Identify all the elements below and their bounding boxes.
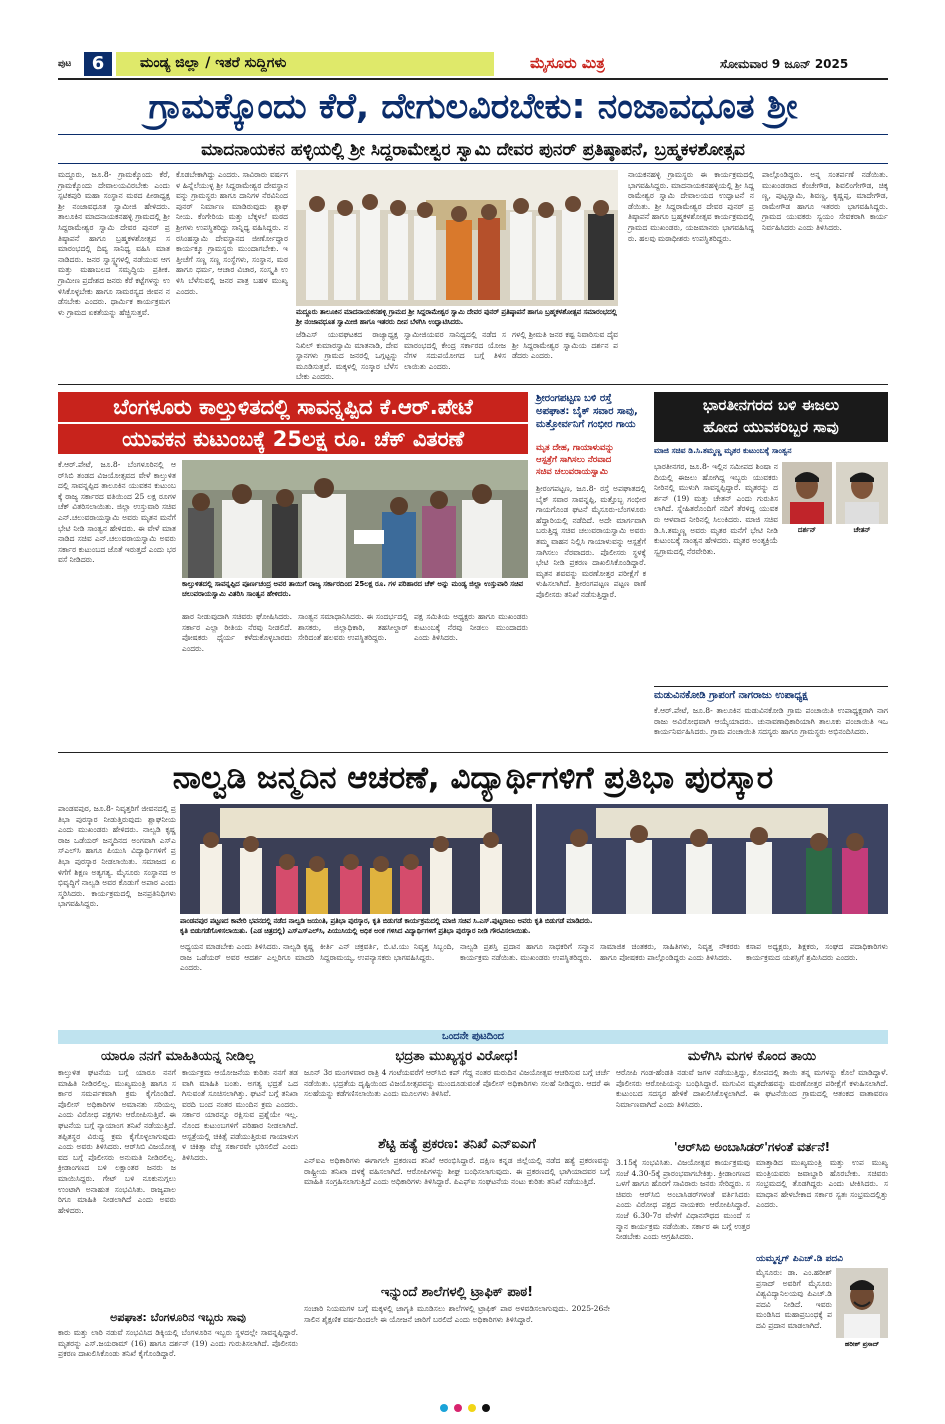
story2-photo-image — [182, 460, 528, 578]
story5-col-b2: ಕೀರ್ತಿ ಎನ್ ಚಕ್ರವರ್ತಿ, ಬಿ.ಟಿ.ಯು ನಿವೃತ್ತ ಸಿಬ್ಬಂದಿ, ಸಿದ್ದರಾಮಯ್ಯ, ಉಪನ್ಯಾಸಕರು ಭಾಗವಹಿಸಿದ್ದರು. — [320, 942, 457, 962]
story5-photo-left — [180, 804, 532, 914]
portrait-2-image — [836, 462, 888, 524]
lead-col-right-1: ನಾಯಕನಹಳ್ಳಿ ಗ್ರಾಮಸ್ಥರು ಈ ಕಾರ್ಯಕ್ರಮದಲ್ಲಿ ಭಾಗವಹಿಸಿದ್ದರು. ಮಾದನಾಯಕನಹಳ್ಳಿಯಲ್ಲಿ ಶ್ರೀ ಸಿದ್ದರಾಮೇಶ್ವರ ಸ್ವಾಮಿ ದೇವಾಲಯದ ಉದ್ಘಾಟನೆ ನಡೆಯಿತು. ಶ್ರೀ ಸಿದ್ದರಾಮೇಶ್ವರ ದೇವರ ಪುನರ್ ಪ್ರತಿಷ್ಠಾಪನೆ ಹಾಗೂ ಬ್ರಹ್ಮಕಳಶೋತ್ಸವ ಕಾರ್ಯಕ್ರಮದಲ್ಲಿ ಗ್ರಾಮದ ಮುಖಂಡರು, ಯಜಮಾನರು ಭಾಗವಹಿಸಿದ್ದರು. ಹಲವು ಮಠಾಧೀಶರು ಉಪಸ್ಥಿತರಿದ್ದರು. — [628, 170, 757, 243]
story4-divider — [654, 686, 888, 687]
lead-col-below-3: ಗಳಲ್ಲಿ ಶ್ರೀಮತಿ ಜನರ ಕಷ್ಟ ನಿವಾರಿಸುವ ದೈವ ಶ್ರೀ ಸಿದ್ದರಾಮೇಶ್ವರ ಸ್ವಾಮಿಯ ದರ್ಶನ ಪಡೆದರು ಎಂದರು. — [512, 330, 621, 361]
story2-col-b3: ಪಕ್ಷ ಸಮಿತಿಯ ಅಧ್ಯಕ್ಷರು ಹಾಗೂ ಮುಖಂಡರು ಕುಟುಂಬಕ್ಕೆ ನೆರವು ನೀಡಲು ಮುಂದಾದರು ಎಂದು ತಿಳಿಸಿದರು. — [414, 612, 531, 643]
story2-headline-2: ಯುವಕನ ಕುಟುಂಬಕ್ಕೆ 25ಲಕ್ಷ ರೂ. ಚೆಕ್ ವಿತರಣೆ — [58, 424, 528, 454]
story3-subhead-2: ಆಸ್ಪತ್ರೆಗೆ ಸಾಗಿಸಲು ನೆರವಾದ — [536, 455, 612, 465]
cont-s2-body: ಕಾರು ಮತ್ತು ಲಾರಿ ನಡುವೆ ಸಂಭವಿಸಿದ ಡಿಕ್ಕಿಯಲ್ಲಿ ಬೆಂಗಳೂರಿನ ಇಬ್ಬರು ಸ್ಥಳದಲ್ಲೇ ಸಾವನ್ನಪ್ಪಿದ್ದಾರೆ. ಮೃತರನ್ನು ಎಸ್.ಜಯರಾಮ್ (16) ಹಾಗೂ ದರ್ಶನ್ (19) ಎಂದು ಗುರುತಿಸಲಾಗಿದೆ. ಪೊಲೀಸರು ಪ್ರಕರಣ ದಾಖಲಿಸಿಕೊಂಡು ತನಿಖೆ ಕೈಗೊಂಡಿದ್ದಾರೆ. — [58, 1328, 301, 1359]
page-number — [84, 52, 112, 76]
story2-photo-caption: ಕಾಲ್ತುಳಿತದಲ್ಲಿ ಸಾವನ್ನಪ್ಪಿದ ಪೂರ್ಣಚಂದ್ರ ಅವರ ತಾಯಿಗೆ ರಾಜ್ಯ ಸರ್ಕಾರದಿಂದ 25ಲಕ್ಷ ರೂ. ಗಳ ಪರಿಹಾರದ ಚೆಕ್ ಅನ್ನು ಮಂಡ್ಯ ಜಿಲ್ಲಾ ಉಸ್ತುವಾರಿ ಸಚಿವ ಚಲುವರಾಯಸ್ವಾಮಿ ವಿತರಿಸಿ ಸಾಂತ್ವನ ಹೇಳಿದರು. — [182, 580, 524, 598]
masthead — [58, 52, 888, 76]
cont-s2-headline: ಅಪಘಾತ: ಬೆಂಗಳೂರಿನ ಇಬ್ಬರು ಸಾವು — [110, 1311, 246, 1324]
story2-col-b1: ಹಾರ ನೀಡುವುದಾಗಿ ಸಚಿವರು ಘೋಷಿಸಿದರು. ಸರ್ಕಾರ ಎಲ್ಲಾ ರೀತಿಯ ನೆರವು ನೀಡಲಿದೆ. ಪೋಷಕರು ಧೈರ್ಯ ಕಳೆದುಕೊಳ್ಳಬಾರದು ಎಂದರು. — [182, 612, 295, 653]
page-label: ಪುಟ — [58, 59, 72, 69]
story2-bottom-rule — [58, 752, 888, 753]
story4-portrait-1 — [782, 462, 832, 524]
lead-col-right-2: ಪಾಲ್ಗೊಂಡಿದ್ದರು. ಅನ್ನ ಸಂತರ್ಪಣೆ ನಡೆಯಿತು. ಮುಖಂಡರಾದ ಕೆಂಚೇಗೌಡ, ಶಿವಲಿಂಗೇಗೌಡ, ಚಿಕ್ಕಣ್ಣ, ಪುಟ್ಟಸ್ವಾಮಿ, ಶಿವಣ್ಣ, ಕೃಷ್ಣಪ್ಪ, ಮಾದೇಗೌಡ, ರಾಮೇಗೌಡ ಹಾಗೂ ಇತರರು ಭಾಗವಹಿಸಿದ್ದರು. ಗ್ರಾಮದ ಯುವಕರು ಸ್ವಯಂ ಸೇವಕರಾಗಿ ಕಾರ್ಯನಿರ್ವಹಿಸಿದರು ಎಂದು ತಿಳಿಸಿದರು. — [762, 170, 891, 232]
cont-s1-headline: ಯಾರೂ ನನಗೆ ಮಾಹಿತಿಯನ್ನ ನೀಡಿಲ್ಲ — [100, 1049, 256, 1064]
lead-subhead: ಮಾದನಾಯಕನ ಹಳ್ಳಿಯಲ್ಲಿ ಶ್ರೀ ಸಿದ್ದರಾಮೇಶ್ವರ ಸ್ವಾಮಿ ದೇವರ ಪುನರ್ ಪ್ರತಿಷ್ಠಾಪನೆ, ಬ್ರಹ್ಮಕಳಶೋತ್ಸವ — [201, 140, 745, 160]
story3-subhead-3: ಸಚಿವ ಚಲುವರಾಯಸ್ವಾಮಿ — [536, 467, 608, 477]
story3-headline-1: ಶ್ರೀರಂಗಪಟ್ಟಣ ಬಳಿ ರಸ್ತೆ — [536, 393, 612, 404]
story2-col-1: ಕೆ.ಆರ್.ಪೇಟೆ, ಜೂ.8- ಬೆಂಗಳೂರಿನಲ್ಲಿ ಆರ್‌ಸಿಬಿ ತಂಡದ ವಿಜಯೋತ್ಸವದ ವೇಳೆ ಕಾಲ್ತುಳಿತದಲ್ಲಿ ಸಾವನ್ನಪ್ಪಿದ ತಾಲೂಕಿನ ಯುವಕನ ಕುಟುಂಬಕ್ಕೆ ರಾಜ್ಯ ಸರ್ಕಾರದ ವತಿಯಿಂದ 25 ಲಕ್ಷ ರೂಗಳ ಚೆಕ್ ವಿತರಿಸಲಾಯಿತು. ಜಿಲ್ಲಾ ಉಸ್ತುವಾರಿ ಸಚಿವ ಎನ್.ಚಲುವರಾಯಸ್ವಾಮಿ ಅವರು ಮೃತನ ಮನೆಗೆ ಭೇಟಿ ನೀಡಿ ಸಾಂತ್ವನ ಹೇಳಿದರು. ಈ ವೇಳೆ ಮಾತನಾಡಿದ ಸಚಿವ ಎನ್.ಚಲುವರಾಯಸ್ವಾಮಿ ಅವರು ಸರ್ಕಾರ ಕುಟುಂಬದ ಜೊತೆ ಇರುತ್ತದೆ ಎಂದು ಭರವಸೆ ನೀಡಿದರು. — [58, 460, 179, 565]
lead-photo — [296, 170, 618, 306]
story4-body-2 — [782, 540, 888, 684]
cont-s7-headline: 'ಆರ್‌ಸಿಬಿ ಅಂಬಾಸಿಡರ್'ಗಳಂತೆ ವರ್ತನೆ! — [673, 1140, 831, 1154]
lead-headline: ಗ್ರಾಮಕ್ಕೊಂದು ಕೆರೆ, ದೇಗುಲವಿರಬೇಕು: ನಂಜಾವಧೂತ ಶ್ರೀ — [148, 87, 798, 127]
story4-headline-2: ಹೋದ ಯುವಕರಿಬ್ಬರ ಸಾವು — [703, 418, 839, 436]
story4-sub-headline: ಮಡುವಿನಕೋಡಿ ಗ್ರಾಪಂಗೆ ನಾಗರಾಜು ಉಪಾಧ್ಯಕ್ಷ — [654, 690, 808, 701]
portrait-2-name: ಚೇತನ್ — [853, 526, 871, 534]
story4-sub-body: ಕೆ.ಆರ್.ಪೇಟೆ, ಜೂ.8- ತಾಲೂಕಿನ ಮಡುವಿನಕೋಡಿ ಗ್ರಾಮ ಪಂಚಾಯಿತಿ ಉಪಾಧ್ಯಕ್ಷರಾಗಿ ನಾಗರಾಜು ಅವಿರೋಧವಾಗಿ ಆಯ್ಕೆಯಾದರು. ಚುನಾವಣಾಧಿಕಾರಿಯಾಗಿ ತಾಲೂಕು ಪಂಚಾಯಿತಿ ಇಒ ಕಾರ್ಯನಿರ್ವಹಿಸಿದರು. ಗ್ರಾಮ ಪಂಚಾಯಿತಿ ಸದಸ್ಯರು ಹಾಗೂ ಗ್ರಾಮಸ್ಥರು ಅಭಿನಂದಿಸಿದರು. — [654, 706, 891, 737]
cont-s7-body-2: ಮಾತ್ತಾಡಿದ ಮುಖ್ಯಮಂತ್ರಿ ಮತ್ತು ಉಪ ಮುಖ್ಯಮಂತ್ರಿಯವರು ಜವಾಬ್ದಾರಿ ಹೊರಬೇಕು. ಸಚಿವರು ಸಂಭ್ರಮದಲ್ಲಿ ತೊಡಗಿದ್ದರು ಎಂದು ಟೀಕಿಸಿದರು. ಸಮಾಧಾನ ಹೇಳಬೇಕಾದ ಸರ್ಕಾರ ಸ್ವತಃ ಸಂಭ್ರಮದಲ್ಲಿತ್ತು ಎಂದರು. — [756, 1158, 891, 1210]
lead-col-1: ಮದ್ದೂರು, ಜೂ.8- ಗ್ರಾಮಕ್ಕೊಂದು ಕೆರೆ, ಗ್ರಾಮಕ್ಕೊಂದು ದೇವಾಲಯವಿರಬೇಕು ಎಂದು ಸ್ಪಟಿಕಪುರಿ ಮಹಾ ಸಂಸ್ಥಾನ ಮಠದ ಪೀಠಾಧ್ಯಕ್ಷ ಶ್ರೀ ನಂಜಾವಧೂತ ಸ್ವಾಮೀಜಿ ಹೇಳಿದರು. ತಾಲೂಕಿನ ಮಾದನಾಯಕನಹಳ್ಳಿ ಗ್ರಾಮದಲ್ಲಿ ಶ್ರೀ ಸಿದ್ದರಾಮೇಶ್ವರ ಸ್ವಾಮಿ ದೇವರ ಪುನರ್ ಪ್ರತಿಷ್ಠಾಪನೆ ಹಾಗೂ ಬ್ರಹ್ಮಕಳಶೋತ್ಸವ ಸಮಾರಂಭದಲ್ಲಿ ದಿವ್ಯ ಸಾನಿಧ್ಯ ವಹಿಸಿ ಮಾತನಾಡಿದರು. ಜನರ ಸ್ವಾಸ್ಥ್ಯಗಳಲ್ಲಿ ನಡೆಯುವ ಆಗ ಮತ್ತು ಮಹಾಬಲದ ಸಮೃದ್ಧಿಯ ಪ್ರತೀಕ. ಗ್ರಾಮೀಣ ಪ್ರದೇಶದ ಜನರು ಕೆರೆ ಕಟ್ಟೆಗಳನ್ನು ಉಳಿಸಿಕೊಳ್ಳಬೇಕು ಹಾಗೂ ಸಾಮರಸ್ಯದ ಜೀವನ ನಡೆಸಬೇಕು ಎಂದರು. ಧಾರ್ಮಿಕ ಕಾರ್ಯಕ್ರಮಗಳು ಗ್ರಾಮದ ಏಕತೆಯನ್ನು ಹೆಚ್ಚಿಸುತ್ತವೆ. — [58, 170, 173, 317]
story4-subhead: ಮಾಜಿ ಸಚಿವ ಡಿ.ಸಿ.ತಮ್ಮಣ್ಣ ಮೃತರ ಕುಟುಂಬಕ್ಕೆ ಸಾಂತ್ವನ — [654, 446, 792, 455]
portrait-1-name: ದರ್ಶನ್ — [797, 526, 817, 534]
lead-col-2: ಕೊಡಬೇಕಾಗಿದ್ದು ಎಂದರು. ಸಾವಿರಾರು ವರ್ಷಗಳ ಹಿನ್ನೆಲೆಯುಳ್ಳ ಶ್ರೀ ಸಿದ್ದರಾಮೇಶ್ವರ ದೇವಸ್ಥಾನವನ್ನು ಗ್ರಾಮಸ್ಥರು ಹಾಗೂ ದಾನಿಗಳ ನೆರವಿನಿಂದ ಪುನರ್ ನಿರ್ಮಾಣ ಮಾಡಿರುವುದು ಶ್ಲಾಘನೀಯ. ಕೆಂಗೇರಿಯ ಮತ್ತು ಬೆಕ್ಕಳಲೆ ಮಠದ ಶ್ರೀಗಳು ಉಪಸ್ಥಿತರಿದ್ದು ಸಾನ್ನಿಧ್ಯ ವಹಿಸಿದ್ದರು. ನರಸಿಂಹಸ್ವಾಮಿ ದೇವಸ್ಥಾನದ ಜೀರ್ಣೋದ್ಧಾರ ಕಾರ್ಯಕ್ಕೂ ಗ್ರಾಮಸ್ಥರು ಮುಂದಾಗಬೇಕು. ಇತ್ತೀಚೆಗೆ ಸಣ್ಣ ಸಣ್ಣ ಸಂಸ್ಥೆಗಳು, ಸಂಸ್ಥಾನ, ಮಠ ಹಾಗೂ ಧರ್ಮ, ಆಚಾರ ವಿಚಾರ, ಸಂಸ್ಕೃತಿ ಉಳಿಸಿ ಬೆಳೆಸುವಲ್ಲಿ ಜನರ ಪಾತ್ರ ಬಹಳ ಮುಖ್ಯ ಎಂದರು. — [176, 170, 291, 296]
story5-caption-1: ಪಾಂಡವಪುರ ಪಟ್ಟಣದ ಕಾವೇರಿ ಭವನದಲ್ಲಿ ನಡೆದ ನಾಲ್ವಡಿ ಜಯಂತಿ, ಪ್ರತಿಭಾ ಪುರಸ್ಕಾರ, ಕೃತಿ ಬಿಡುಗಡೆ ಕಾರ್ಯಕ್ರಮದಲ್ಲಿ ಮಾಜಿ ಸಚಿವ ಸಿ.ಎಸ್.ಪುಟ್ಟರಾಜು ಅವರು ಕೃತಿ ಬಿಡುಗಡೆ ಮಾಡಿದರು. — [180, 917, 593, 925]
obit-name: ಹರೀಶ್ ಪ್ರಸಾದ್ — [844, 1340, 880, 1348]
story5-col-b5: ಕಸಾಪ ಅಧ್ಯಕ್ಷರು, ಶಿಕ್ಷಕರು, ಸಂಘದ ಪದಾಧಿಕಾರಿಗಳು ಕಾರ್ಯಕ್ರಮದ ಯಶಸ್ಸಿಗೆ ಶ್ರಮಿಸಿದರು ಎಂದರು. — [746, 942, 891, 962]
story5-caption-2: ಕೃತಿ ಬಿಡುಗಡೆಗೊಳಿಸಲಾಯಿತು. (ಎಡ ಚಿತ್ರದಲ್ಲಿ) ಎಸ್ಎಸ್ಎಲ್‌ಸಿ, ಪಿಯುಸಿಯಲ್ಲಿ ಅಧಿಕ ಅಂಕ ಗಳಿಸಿದ ವಿದ್ಯಾರ್ಥಿಗಳಿಗೆ ಪ್ರತಿಭಾ ಪುರಸ್ಕಾರ ನೀಡಿ ಗೌರವಿಸಲಾಯಿತು. — [180, 927, 531, 935]
story3-headline-2: ಅಪಘಾತ: ಬೈಕ್ ಸವಾರ ಸಾವು, — [536, 406, 638, 417]
lead-col-1b — [58, 350, 288, 380]
story3-subhead-1: ಮೃತ ದೇಹ, ಗಾಯಾಳುವನ್ನು — [536, 443, 614, 453]
masthead-rule — [58, 78, 888, 80]
story4-headline-box — [654, 392, 888, 442]
lead-photo-image — [296, 170, 618, 306]
story5-col-b3: ನಾಲ್ವಡಿ ಪ್ರಶಸ್ತಿ ಪ್ರದಾನ ಹಾಗೂ ಸಾಧಕರಿಗೆ ಸನ್ಮಾನ ಕಾರ್ಯಕ್ರಮ ನಡೆಯಿತು. ಮುಖಂಡರು ಉಪಸ್ಥಿತರಿದ್ದರು. — [460, 942, 597, 962]
story2-col-b2: ಸಾಂತ್ವನ ಸಮಾಧಾನಿಸಿದರು. ಈ ಸಂದರ್ಭದಲ್ಲಿ ಶಾಸಕರು, ಜಿಲ್ಲಾಧಿಕಾರಿ, ತಹಸೀಲ್ದಾರ್ ಸೇರಿದಂತೆ ಹಲವರು ಉಪಸ್ಥಿತರಿದ್ದರು. — [298, 612, 411, 643]
cont-s7-body: 3.15ಕ್ಕೆ ಸಂಭವಿಸಿತು. ವಿಜಯೋತ್ಸವ ಕಾರ್ಯಕ್ರಮವು ಸಂಜೆ 4.30-5ಕ್ಕೆ ಪ್ರಾರಂಭವಾಗಬೇಕಿತ್ತು. ಕ್ರೀಡಾಂಗಣದ ಒಳಗೆ ಹಾಗೂ ಹೊರಗೆ ಸಾವಿರಾರು ಜನರು ಸೇರಿದ್ದರು. ಸಚಿವರು ಆರ್‌ಸಿಬಿ ಅಂಬಾಸಿಡರ್‌ಗಳಂತೆ ವರ್ತಿಸಿದರು ಎಂದು ವಿರೋಧ ಪಕ್ಷದ ನಾಯಕರು ಆರೋಪಿಸಿದ್ದಾರೆ. ಸಂಜೆ 6.30-7ರ ವೇಳೆಗೆ ವಿಧಾನಸೌಧದ ಮುಂದೆ ಸನ್ಮಾನ ಕಾರ್ಯಕ್ರಮ ನಡೆಯಿತು. ಸರ್ಕಾರ ಈ ಬಗ್ಗೆ ಉತ್ತರ ನೀಡಬೇಕು ಎಂದು ಆಗ್ರಹಿಸಿದರು. — [616, 1158, 753, 1242]
reg-mark-yellow — [468, 1404, 476, 1412]
cont-s1-body: ಕಾಲ್ತುಳಿತ ಘಟನೆಯ ಬಗ್ಗೆ ಯಾರೂ ನನಗೆ ಮಾಹಿತಿ ನೀಡಿರಲಿಲ್ಲ. ಮುಖ್ಯಮಂತ್ರಿ ಹಾಗೂ ಸರ್ಕಾರ ಸಮರ್ಪಕವಾಗಿ ಕ್ರಮ ಕೈಗೊಂಡಿದೆ. ಪೊಲೀಸ್ ಅಧಿಕಾರಿಗಳ ಅಮಾನತು ಸರಿಯಲ್ಲ ಎಂದು ವಿರೋಧ ಪಕ್ಷಗಳು ಆರೋಪಿಸುತ್ತಿವೆ. ಈ ಘಟನೆಯ ಬಗ್ಗೆ ನ್ಯಾಯಾಂಗ ತನಿಖೆ ನಡೆಯುತ್ತಿದೆ. ತಪ್ಪಿತಸ್ಥರ ವಿರುದ್ಧ ಕ್ರಮ ಕೈಗೊಳ್ಳಲಾಗುವುದು ಎಂದು ಅವರು ತಿಳಿಸಿದರು. ಆರ್‌ಸಿಬಿ ವಿಜಯೋತ್ಸವದ ಬಗ್ಗೆ ಪೊಲೀಸರು ಅನುಮತಿ ನೀಡಿರಲಿಲ್ಲ. ಕ್ರೀಡಾಂಗಣದ ಬಳಿ ಲಕ್ಷಾಂತರ ಜನರು ಜಮಾಯಿಸಿದ್ದರು. ಗೇಟ್ ಬಳಿ ನೂಕುನುಗ್ಗಲು ಉಂಟಾಗಿ ಅನಾಹುತ ಸಂಭವಿಸಿತು. ರಾಜ್ಯಪಾಲರಿಗೂ ಮಾಹಿತಿ ನೀಡಲಾಗಿದೆ ಎಂದು ಅವರು ಹೇಳಿದರು. — [58, 1068, 179, 1215]
lead-photo-caption: ಮದ್ದೂರು ತಾಲೂಕಿನ ಮಾದನಾಯಕನಹಳ್ಳಿ ಗ್ರಾಮದ ಶ್ರೀ ಸಿದ್ದರಾಮೇಶ್ವರ ಸ್ವಾಮಿ ದೇವರ ಪುನರ್ ಪ್ರತಿಷ್ಠಾಪನೆ ಹಾಗೂ ಬ್ರಹ್ಮಕಳಶೋತ್ಸವ ಸಮಾರಂಭದಲ್ಲಿ ಶ್ರೀ ನಂಜಾವಧೂತ ಸ್ವಾಮೀಜಿ ಹಾಗೂ ಇತರರು ದೀಪ ಬೆಳಗಿಸಿ ಉದ್ಘಾಟಿಸಿದರು. — [296, 308, 617, 326]
lead-subhead-box — [58, 134, 888, 164]
continued-banner — [58, 1030, 888, 1044]
lead-bottom-rule — [58, 384, 888, 385]
story5-photo-right — [536, 804, 888, 914]
cont-s4-body: ಎನ್‌ಐಎ ಅಧಿಕಾರಿಗಳು ಈಗಾಗಲೇ ಪ್ರಕರಣದ ತನಿಖೆ ಆರಂಭಿಸಿದ್ದಾರೆ. ದಕ್ಷಿಣ ಕನ್ನಡ ಜಿಲ್ಲೆಯಲ್ಲಿ ನಡೆದ ಹತ್ಯೆ ಪ್ರಕರಣವನ್ನು ರಾಷ್ಟ್ರೀಯ ತನಿಖಾ ದಳಕ್ಕೆ ವಹಿಸಲಾಗಿದೆ. ಆರೋಪಿಗಳನ್ನು ಶೀಘ್ರ ಬಂಧಿಸಲಾಗುವುದು. ಈ ಪ್ರಕರಣದಲ್ಲಿ ಭಾಗಿಯಾದವರ ಬಗ್ಗೆ ಮಾಹಿತಿ ಸಂಗ್ರಹಿಸಲಾಗುತ್ತಿದೆ ಎಂದು ಅಧಿಕಾರಿಗಳು ತಿಳಿಸಿದ್ದಾರೆ. ಪಿಎಫ್ಐ ಸಂಘಟನೆಯ ನಂಟು ಕುರಿತು ತನಿಖೆ ನಡೆಯುತ್ತಿದೆ. — [304, 1156, 613, 1187]
story5-col-1: ಪಾಂಡವಪುರ, ಜೂ.8- ನಿವೃತ್ತರಿಗೆ ಜೀವನದಲ್ಲಿ ಪ್ರತಿಭಾ ಪುರಸ್ಕಾರ ನೀಡುತ್ತಿರುವುದು ಶ್ಲಾಘನೀಯ ಎಂದು ಮುಖಂಡರು ಹೇಳಿದರು. ನಾಲ್ವಡಿ ಕೃಷ್ಣರಾಜ ಒಡೆಯರ್ ಜನ್ಮದಿನದ ಅಂಗವಾಗಿ ಎಸ್ಎಸ್ಎಲ್‌ಸಿ ಹಾಗೂ ಪಿಯುಸಿ ವಿದ್ಯಾರ್ಥಿಗಳಿಗೆ ಪ್ರತಿಭಾ ಪುರಸ್ಕಾರ ನೀಡಲಾಯಿತು. ಸಮಾಜದ ಏಳಿಗೆಗೆ ಶಿಕ್ಷಣ ಅತ್ಯಗತ್ಯ. ಮೈಸೂರು ಸಂಸ್ಥಾನದ ಅಭಿವೃದ್ಧಿಗೆ ನಾಲ್ವಡಿ ಅವರ ಕೊಡುಗೆ ಅಪಾರ ಎಂದು ಸ್ಮರಿಸಿದರು. ಕಾರ್ಯಕ್ರಮದಲ್ಲಿ ಜನಪ್ರತಿನಿಧಿಗಳು ಭಾಗವಹಿಸಿದ್ದರು. — [58, 804, 179, 909]
obit-photo-image — [836, 1268, 888, 1338]
cont-s6-body: ಆರೋಪಿ ಗಂಡ-ಹೆಂಡತಿ ನಡುವೆ ಜಗಳ ನಡೆಯುತ್ತಿದ್ದು, ಕೋಪದಲ್ಲಿ ತಾಯಿ ತನ್ನ ಮಗಳನ್ನು ಕೊಲೆ ಮಾಡಿದ್ದಾಳೆ. ಪೊಲೀಸರು ಆರೋಪಿಯನ್ನು ಬಂಧಿಸಿದ್ದಾರೆ. ಮಗುವಿನ ಮೃತದೇಹವನ್ನು ಮರಣೋತ್ತರ ಪರೀಕ್ಷೆಗೆ ಕಳುಹಿಸಲಾಗಿದೆ. ಕುಟುಂಬದ ಸದಸ್ಯರ ಹೇಳಿಕೆ ದಾಖಲಿಸಿಕೊಳ್ಳಲಾಗಿದೆ. ಈ ಘಟನೆಯಿಂದ ಗ್ರಾಮದಲ್ಲಿ ಆತಂಕದ ವಾತಾವರಣ ನಿರ್ಮಾಣವಾಗಿದೆ ಎಂದು ತಿಳಿಸಿದರು. — [616, 1068, 891, 1109]
portrait-1-image — [782, 462, 832, 524]
obit-photo — [836, 1268, 888, 1338]
story5-col-b4: ಸಾಮಾಜಿಕ ಚಿಂತಕರು, ಸಾಹಿತಿಗಳು, ನಿವೃತ್ತ ನೌಕರರು ಹಾಗೂ ಪೋಷಕರು ಪಾಲ್ಗೊಂಡಿದ್ದರು ಎಂದು ತಿಳಿಸಿದರು. — [600, 942, 743, 962]
cont-s4-headline: ಶೆಟ್ಟಿ ಹತ್ಯೆ ಪ್ರಕರಣ: ತನಿಖೆ ಎನ್‌ಐಎಗೆ — [378, 1137, 536, 1152]
cont-s1-body-2: ಕಾರ್ಯಕ್ರಮ ಆಯೋಜನೆಯ ಕುರಿತು ನನಗೆ ತಡವಾಗಿ ಮಾಹಿತಿ ಬಂತು. ಅಗತ್ಯ ಭದ್ರತೆ ಒದಗಿಸುವಂತೆ ಸೂಚಿಸಲಾಗಿತ್ತು. ಘಟನೆ ಬಗ್ಗೆ ತನಿಖಾ ವರದಿ ಬಂದ ನಂತರ ಮುಂದಿನ ಕ್ರಮ ಎಂದರು. ಸರ್ಕಾರ ಯಾರನ್ನೂ ರಕ್ಷಿಸುವ ಪ್ರಶ್ನೆಯೇ ಇಲ್ಲ. ನೊಂದ ಕುಟುಂಬಗಳಿಗೆ ಪರಿಹಾರ ನೀಡಲಾಗಿದೆ. ಆಸ್ಪತ್ರೆಯಲ್ಲಿ ಚಿಕಿತ್ಸೆ ಪಡೆಯುತ್ತಿರುವ ಗಾಯಾಳುಗಳ ಚಿಕಿತ್ಸಾ ವೆಚ್ಚ ಸರ್ಕಾರವೇ ಭರಿಸಲಿದೆ ಎಂದು ತಿಳಿಸಿದರು. — [182, 1068, 301, 1162]
story4-body: ಭಾರತೀನಗರ, ಜೂ.8- ಇಲ್ಲಿನ ಸಮೀಪದ ಶಿಂಷಾ ನದಿಯಲ್ಲಿ ಈಜಲು ಹೋಗಿದ್ದ ಇಬ್ಬರು ಯುವಕರು ನೀರಿನಲ್ಲಿ ಮುಳುಗಿ ಸಾವನ್ನಪ್ಪಿದ್ದಾರೆ. ಮೃತರನ್ನು ದರ್ಶನ್ (19) ಮತ್ತು ಚೇತನ್ ಎಂದು ಗುರುತಿಸಲಾಗಿದೆ. ಸ್ನೇಹಿತರೊಂದಿಗೆ ನದಿಗೆ ತೆರಳಿದ್ದ ಯುವಕರು ಆಳವಾದ ನೀರಿನಲ್ಲಿ ಸಿಲುಕಿದರು. ಮಾಜಿ ಸಚಿವ ಡಿ.ಸಿ.ತಮ್ಮಣ್ಣ ಅವರು ಮೃತರ ಮನೆಗೆ ಭೇಟಿ ನೀಡಿ ಕುಟುಂಬಕ್ಕೆ ಸಾಂತ್ವನ ಹೇಳಿದರು. ಮೃತರ ಅಂತ್ಯಕ್ರಿಯೆ ಸ್ವಗ್ರಾಮದಲ್ಲಿ ನೆರವೇರಿತು. — [654, 462, 781, 556]
cont-s5-body: ಸಂಚಾರಿ ನಿಯಮಗಳ ಬಗ್ಗೆ ಮಕ್ಕಳಲ್ಲಿ ಜಾಗೃತಿ ಮೂಡಿಸಲು ಶಾಲೆಗಳಲ್ಲಿ ಟ್ರಾಫಿಕ್ ಪಾಠ ಅಳವಡಿಸಲಾಗುವುದು. 2025-26ನೇ ಸಾಲಿನ ಶೈಕ್ಷಣಿಕ ವರ್ಷದಿಂದಲೇ ಈ ಯೋಜನೆ ಜಾರಿಗೆ ಬರಲಿದೆ ಎಂದು ಅಧಿಕಾರಿಗಳು ತಿಳಿಸಿದ್ದಾರೆ. — [304, 1304, 613, 1324]
cont-s6-headline: ಮಳೆಗಿಸಿ ಮಗಳ ಕೊಂದ ತಾಯಿ — [687, 1049, 817, 1064]
story2-photo — [182, 460, 528, 578]
story3-headline-3: ಮತ್ತೋರ್ವನಿಗೆ ಗಂಭೀರ ಗಾಯ — [536, 419, 636, 430]
lead-col-below-1: ಜೆಡಿಎಸ್ ಯುವಘಟಕದ ರಾಜ್ಯಾಧ್ಯಕ್ಷ ನಿಖಿಲ್ ಕುಮಾರಸ್ವಾಮಿ ಮಾತನಾಡಿ, ದೇವಸ್ಥಾನಗಳು ಗ್ರಾಮದ ಜನರಲ್ಲಿ ಒಗ್ಗಟ್ಟನ್ನು ಮೂಡಿಸುತ್ತವೆ. ಮಕ್ಕಳಲ್ಲಿ ಸಂಸ್ಕಾರ ಬೆಳೆಸಬೇಕು ಎಂದರು. — [296, 330, 401, 382]
cont-s3-body: ಜೂನ್ 3ರ ಮಂಗಳವಾರ ರಾತ್ರಿ 4 ಗಂಟೆಯವರೆಗೆ ಆರ್‌ಸಿಬಿ ಕಪ್ ಗೆದ್ದ ನಂತರ ಮರುದಿನ ವಿಜಯೋತ್ಸವ ಆಚರಿಸುವ ಬಗ್ಗೆ ಚರ್ಚೆ ನಡೆಯಿತು. ಭದ್ರತೆಯ ದೃಷ್ಟಿಯಿಂದ ವಿಜಯೋತ್ಸವವನ್ನು ಮುಂದೂಡುವಂತೆ ಪೊಲೀಸ್ ಅಧಿಕಾರಿಗಳು ಸಲಹೆ ನೀಡಿದ್ದರು. ಆದರೆ ಈ ಸಲಹೆಯನ್ನು ಕಡೆಗಣಿಸಲಾಯಿತು ಎಂದು ಮೂಲಗಳು ತಿಳಿಸಿವೆ. — [304, 1068, 613, 1099]
continued-banner-text: ಒಂದನೇ ಪುಟದಿಂದ — [442, 1031, 504, 1042]
obit-headline: ಯಮ್ಮಸ್ವಗ್ ಪಿಎಚ್.ಡಿ ಪದವಿ — [756, 1254, 843, 1264]
section-title: ಮಂಡ್ಯ ಜಿಲ್ಲಾ / ಇತರೆ ಸುದ್ದಿಗಳು — [140, 55, 287, 71]
story5-photo-left-image — [180, 804, 532, 914]
registration-marks — [440, 1404, 504, 1412]
story4-portrait-2 — [836, 462, 888, 524]
reg-mark-black — [482, 1404, 490, 1412]
cont-s3-headline: ಭದ್ರತಾ ಮುಖ್ಯಸ್ಥರ ವಿರೋಧ! — [395, 1049, 519, 1064]
paper-name: ಮೈಸೂರು ಮಿತ್ರ — [530, 54, 605, 72]
obit-body: ಮೈಸೂರು: ಡಾ. ಎಂ.ಹರೀಶ್ ಪ್ರಸಾದ್ ಅವರಿಗೆ ಮೈಸೂರು ವಿಶ್ವವಿದ್ಯಾನಿಲಯವು ಪಿಎಚ್.ಡಿ ಪದವಿ ನೀಡಿದೆ. ಇವರು ಮಂಡಿಸಿದ ಮಹಾಪ್ರಬಂಧಕ್ಕೆ ಪದವಿ ಪ್ರದಾನ ಮಾಡಲಾಗಿದೆ. — [756, 1268, 835, 1330]
cont-s5-headline: ಇನ್ನುಂದೆ ಶಾಲೆಗಳಲ್ಲಿ ಟ್ರಾಫಿಕ್ ಪಾಠ! — [380, 1285, 534, 1300]
issue-date: ಸೋಮವಾರ 9 ಜೂನ್ 2025 — [720, 57, 849, 71]
story3-headline — [536, 392, 646, 442]
story4-headline-1: ಭಾರತೀನಗರದ ಬಳಿ ಈಜಲು — [702, 396, 840, 414]
story3-subhead — [536, 442, 646, 480]
reg-mark-cyan — [440, 1404, 448, 1412]
lead-col-below-2: ಸ್ವಾಮೀಜಿಯವರ ಸಾನಿಧ್ಯದಲ್ಲಿ ನಡೆದ ಸಮಾರಂಭದಲ್ಲಿ ಕೇಂದ್ರ ಸರ್ಕಾರದ ಯೋಜನೆಗಳ ಸದುಪಯೋಗದ ಬಗ್ಗೆ ತಿಳಿಸಲಾಯಿತು ಎಂದರು. — [404, 330, 506, 371]
story5-col-b1: ಅಧ್ಯಯನ ಮಾಡಬೇಕು ಎಂದು ತಿಳಿಸಿದರು. ನಾಲ್ವಡಿ ಕೃಷ್ಣರಾಜ ಒಡೆಯರ್ ಅವರ ಆದರ್ಶ ಎಲ್ಲರಿಗೂ ಮಾದರಿ ಎಂದರು. — [180, 942, 317, 973]
page-number-value: 6 — [91, 53, 105, 74]
story3-body: ಶ್ರೀರಂಗಪಟ್ಟಣ, ಜೂ.8- ರಸ್ತೆ ಅಪಘಾತದಲ್ಲಿ ಬೈಕ್ ಸವಾರ ಸಾವನ್ನಪ್ಪಿ, ಮತ್ತೊಬ್ಬ ಗಂಭೀರ ಗಾಯಗೊಂಡ ಘಟನೆ ಮೈಸೂರು-ಬೆಂಗಳೂರು ಹೆದ್ದಾರಿಯಲ್ಲಿ ನಡೆದಿದೆ. ಅದೇ ಮಾರ್ಗವಾಗಿ ಬರುತ್ತಿದ್ದ ಸಚಿವ ಚಲುವರಾಯಸ್ವಾಮಿ ಅವರು ತಮ್ಮ ವಾಹನ ನಿಲ್ಲಿಸಿ ಗಾಯಾಳುವನ್ನು ಆಸ್ಪತ್ರೆಗೆ ಸಾಗಿಸಲು ನೆರವಾದರು. ಪೊಲೀಸರು ಸ್ಥಳಕ್ಕೆ ಭೇಟಿ ನೀಡಿ ಪ್ರಕರಣ ದಾಖಲಿಸಿಕೊಂಡಿದ್ದಾರೆ. ಮೃತನ ಶವವನ್ನು ಮರಣೋತ್ತರ ಪರೀಕ್ಷೆಗೆ ಕಳುಹಿಸಲಾಗಿದೆ. ಶ್ರೀರಂಗಪಟ್ಟಣ ಪಟ್ಟಣ ಠಾಣೆ ಪೊಲೀಸರು ತನಿಖೆ ನಡೆಸುತ್ತಿದ್ದಾರೆ. — [536, 484, 649, 599]
story2-headline-1: ಬೆಂಗಳೂರು ಕಾಲ್ತುಳಿತದಲ್ಲಿ ಸಾವನ್ನಪ್ಪಿದ ಕೆ.ಆರ್.ಪೇಟೆ — [58, 392, 528, 422]
reg-mark-magenta — [454, 1404, 462, 1412]
story5-headline: ನಾಲ್ವಡಿ ಜನ್ಮದಿನ ಆಚರಣೆ, ವಿದ್ಯಾರ್ಥಿಗಳಿಗೆ ಪ್ರತಿಭಾ ಪುರಸ್ಕಾರ — [172, 760, 774, 796]
story5-photo-right-image — [536, 804, 888, 914]
